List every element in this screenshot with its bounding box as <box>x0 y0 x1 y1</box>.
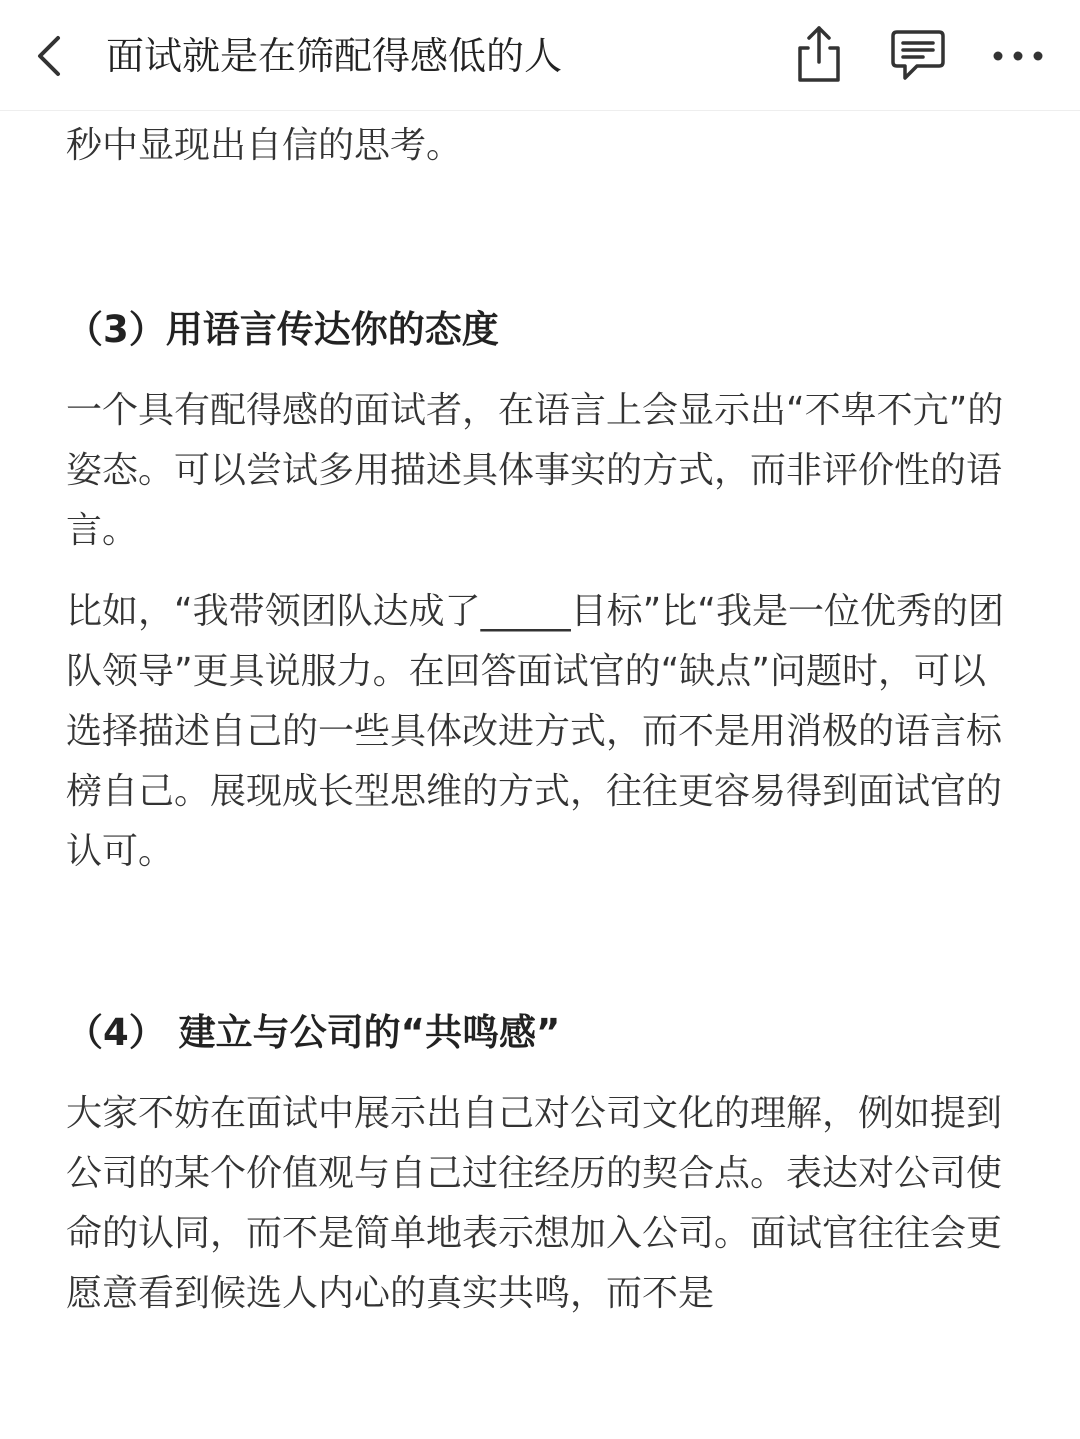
more-button[interactable] <box>988 24 1048 84</box>
more-icon <box>988 24 1048 84</box>
share-icon <box>788 24 848 84</box>
article-paragraph: 大家不妨在面试中展示出自己对公司文化的理解，例如提到公司的某个价值观与自己过往经历的契合点。表达对公司使命的认同，而不是简单地表示想加入公司。面试官往往会更愿意看到候选人内心的真实共鸣，而不是 <box>66 1093 1003 1314</box>
section-heading: （3）用语言传达你的态度 <box>66 308 499 351</box>
article-paragraph: 一个具有配得感的面试者，在语言上会显示出“不卑不亢”的姿态。可以尝试多用描述具体事实的方式，而非评价性的语言。 <box>66 390 1004 551</box>
article-paragraph: 秒中显现出自信的思考。 <box>66 125 463 166</box>
article-body <box>66 112 1014 1324</box>
comment-button[interactable] <box>887 24 947 84</box>
comment-icon <box>887 24 947 84</box>
page-title: 面试就是在筛配得感低的人 <box>106 34 563 78</box>
back-button[interactable] <box>30 32 70 80</box>
share-button[interactable] <box>788 24 848 84</box>
chevron-left-icon <box>30 32 70 80</box>
section-heading: （4） 建立与公司的“共鸣感” <box>66 1011 561 1054</box>
top-nav-bar <box>0 0 1080 111</box>
article-paragraph: 比如，“我带领团队达成了_____目标”比“我是一位优秀的团队领导”更具说服力。在回答面试官的“缺点”问题时，可以选择描述自己的一些具体改进方式，而不是用消极的语言标榜自己。展现成长型思维的方式，往往更容易得到面试官的认可。 <box>66 591 1004 872</box>
